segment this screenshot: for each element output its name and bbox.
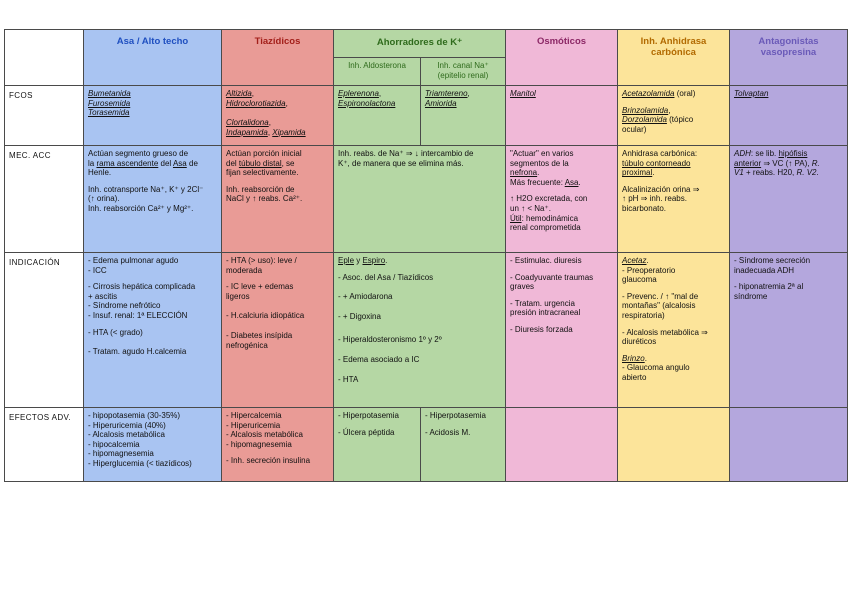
fcos-inh-canal-na: Triamtereno, Amiorida bbox=[421, 86, 506, 146]
fcos-inh-aldosterona: Eplerenona, Espironolactona bbox=[334, 86, 421, 146]
fcos-osmoticos: Manitol bbox=[506, 86, 618, 146]
efe-inh-anhidrasa bbox=[618, 408, 730, 482]
row-label-efectos-adv: EFECTOS ADV. bbox=[5, 408, 84, 482]
ind-ahorradores: Eple y Espiro. - Asoc. del Asa / Tiazídicos - + Amiodarona - + Digoxina - Hiperaldosteronismo 1º y 2º - Edema asociado a IC - HTA bbox=[334, 253, 506, 408]
ind-antagonistas: - Síndrome secreción inadecuada ADH - hiponatremia 2ª al síndrome bbox=[730, 253, 848, 408]
mec-tiazidicos: Actúan porción inicial del túbulo distal, se fijan selectivamente. Inh. reabsorción de NaCl y ↑ reabs. Ca²⁺. bbox=[222, 146, 334, 253]
mec-antagonistas: ADH: se lib. hipófisis anterior ⇒ VC (↑ PA), R. V1 + reabs. H20, R. V2. bbox=[730, 146, 848, 253]
mec-ahorradores: Inh. reabs. de Na⁺ ⇒ ↓ intercambio de K⁺, de manera que se elimina más. bbox=[334, 146, 506, 253]
row-label-indicacion: INDICACIÓN bbox=[5, 253, 84, 408]
ind-inh-anhidrasa: Acetaz. - Preoperatorio glaucoma - Prevenc. / ↑ "mal de montañas" (alcalosis respiratoria) - Alcalosis metabólica ⇒ diuréticos Brinzo. - Glaucoma angulo abierto bbox=[618, 253, 730, 408]
efe-inh-aldosterona: - Hiperpotasemia - Úlcera péptida bbox=[334, 408, 421, 482]
fcos-antagonistas: Tolvaptan bbox=[730, 86, 848, 146]
ind-asa: - Edema pulmonar agudo - ICC - Cirrosis hepática complicada + ascitis - Síndrome nefrótico - Insuf. renal: 1ª ELECCIÓN - HTA (< grado) - Tratam. agudo H.calcemia bbox=[84, 253, 222, 408]
subheader-inh-aldosterona: Inh. Aldosterona bbox=[334, 58, 421, 86]
mec-osmoticos: "Actuar" en varios segmentos de la nefrona. Más frecuente: Asa. ↑ H2O excretada, con un ↑ < Na⁺. Útil: hemodinámica renal comprometida bbox=[506, 146, 618, 253]
row-label-mec-acc: MEC. ACC bbox=[5, 146, 84, 253]
ind-osmoticos: - Estimulac. diuresis - Coadyuvante traumas graves - Tratam. urgencia presión intracraneal - Diuresis forzada bbox=[506, 253, 618, 408]
row-label-fcos: FCOS bbox=[5, 86, 84, 146]
fcos-asa: Bumetanida Furosemida Torasemida bbox=[84, 86, 222, 146]
header-asa: Asa / Alto techo bbox=[84, 30, 222, 86]
mec-inh-anhidrasa: Anhidrasa carbónica: túbulo contorneado proximal. Alcalinización orina ⇒ ↑ pH ⇒ inh. reabs. bicarbonato. bbox=[618, 146, 730, 253]
subheader-inh-canal-na: Inh. canal Na⁺ (epitelio renal) bbox=[421, 58, 506, 86]
efe-asa: - hipopotasemia (30-35%) - Hiperuricemia (40%) - Alcalosis metabólica - hipocalcemia - hipomagnesemia - Hiperglucemia (< tiazídicos) bbox=[84, 408, 222, 482]
efe-tiazidicos: - Hipercalcemia - Hiperuricemia - Alcalosis metabólica - hipomagnesemia - Inh. secreción insulina bbox=[222, 408, 334, 482]
header-ahorradores: Ahorradores de K⁺ bbox=[334, 30, 506, 58]
diuretics-table bbox=[4, 29, 848, 482]
fcos-tiazidicos: Altizida, Hidroclorotiazida, Clortalidona, Indapamida, Xipamida bbox=[222, 86, 334, 146]
header-tiazidicos: Tiazídicos bbox=[222, 30, 334, 86]
mec-asa: Actúan segmento grueso de la rama ascendente del Asa de Henle. Inh. cotransporte Na⁺, K⁺ y 2Cl⁻ (↑ orina). Inh. reabsorción Ca²⁺ y Mg²⁺. bbox=[84, 146, 222, 253]
efe-antagonistas bbox=[730, 408, 848, 482]
efe-osmoticos bbox=[506, 408, 618, 482]
ind-tiazidicos: - HTA (> uso): leve / moderada - IC leve + edemas ligeros - H.calciuria idiopática - Diabetes insípida nefrogénica bbox=[222, 253, 334, 408]
corner-cell bbox=[5, 30, 84, 86]
header-osmoticos: Osmóticos bbox=[506, 30, 618, 86]
header-inh-anhidrasa: Inh. Anhidrasa carbónica bbox=[618, 30, 730, 86]
fcos-inh-anhidrasa: Acetazolamida (oral) Brinzolamida, Dorzolamida (tópico ocular) bbox=[618, 86, 730, 146]
header-antagonistas: Antagonistas vasopresina bbox=[730, 30, 848, 86]
efe-inh-canal-na: - Hiperpotasemia - Acidosis M. bbox=[421, 408, 506, 482]
